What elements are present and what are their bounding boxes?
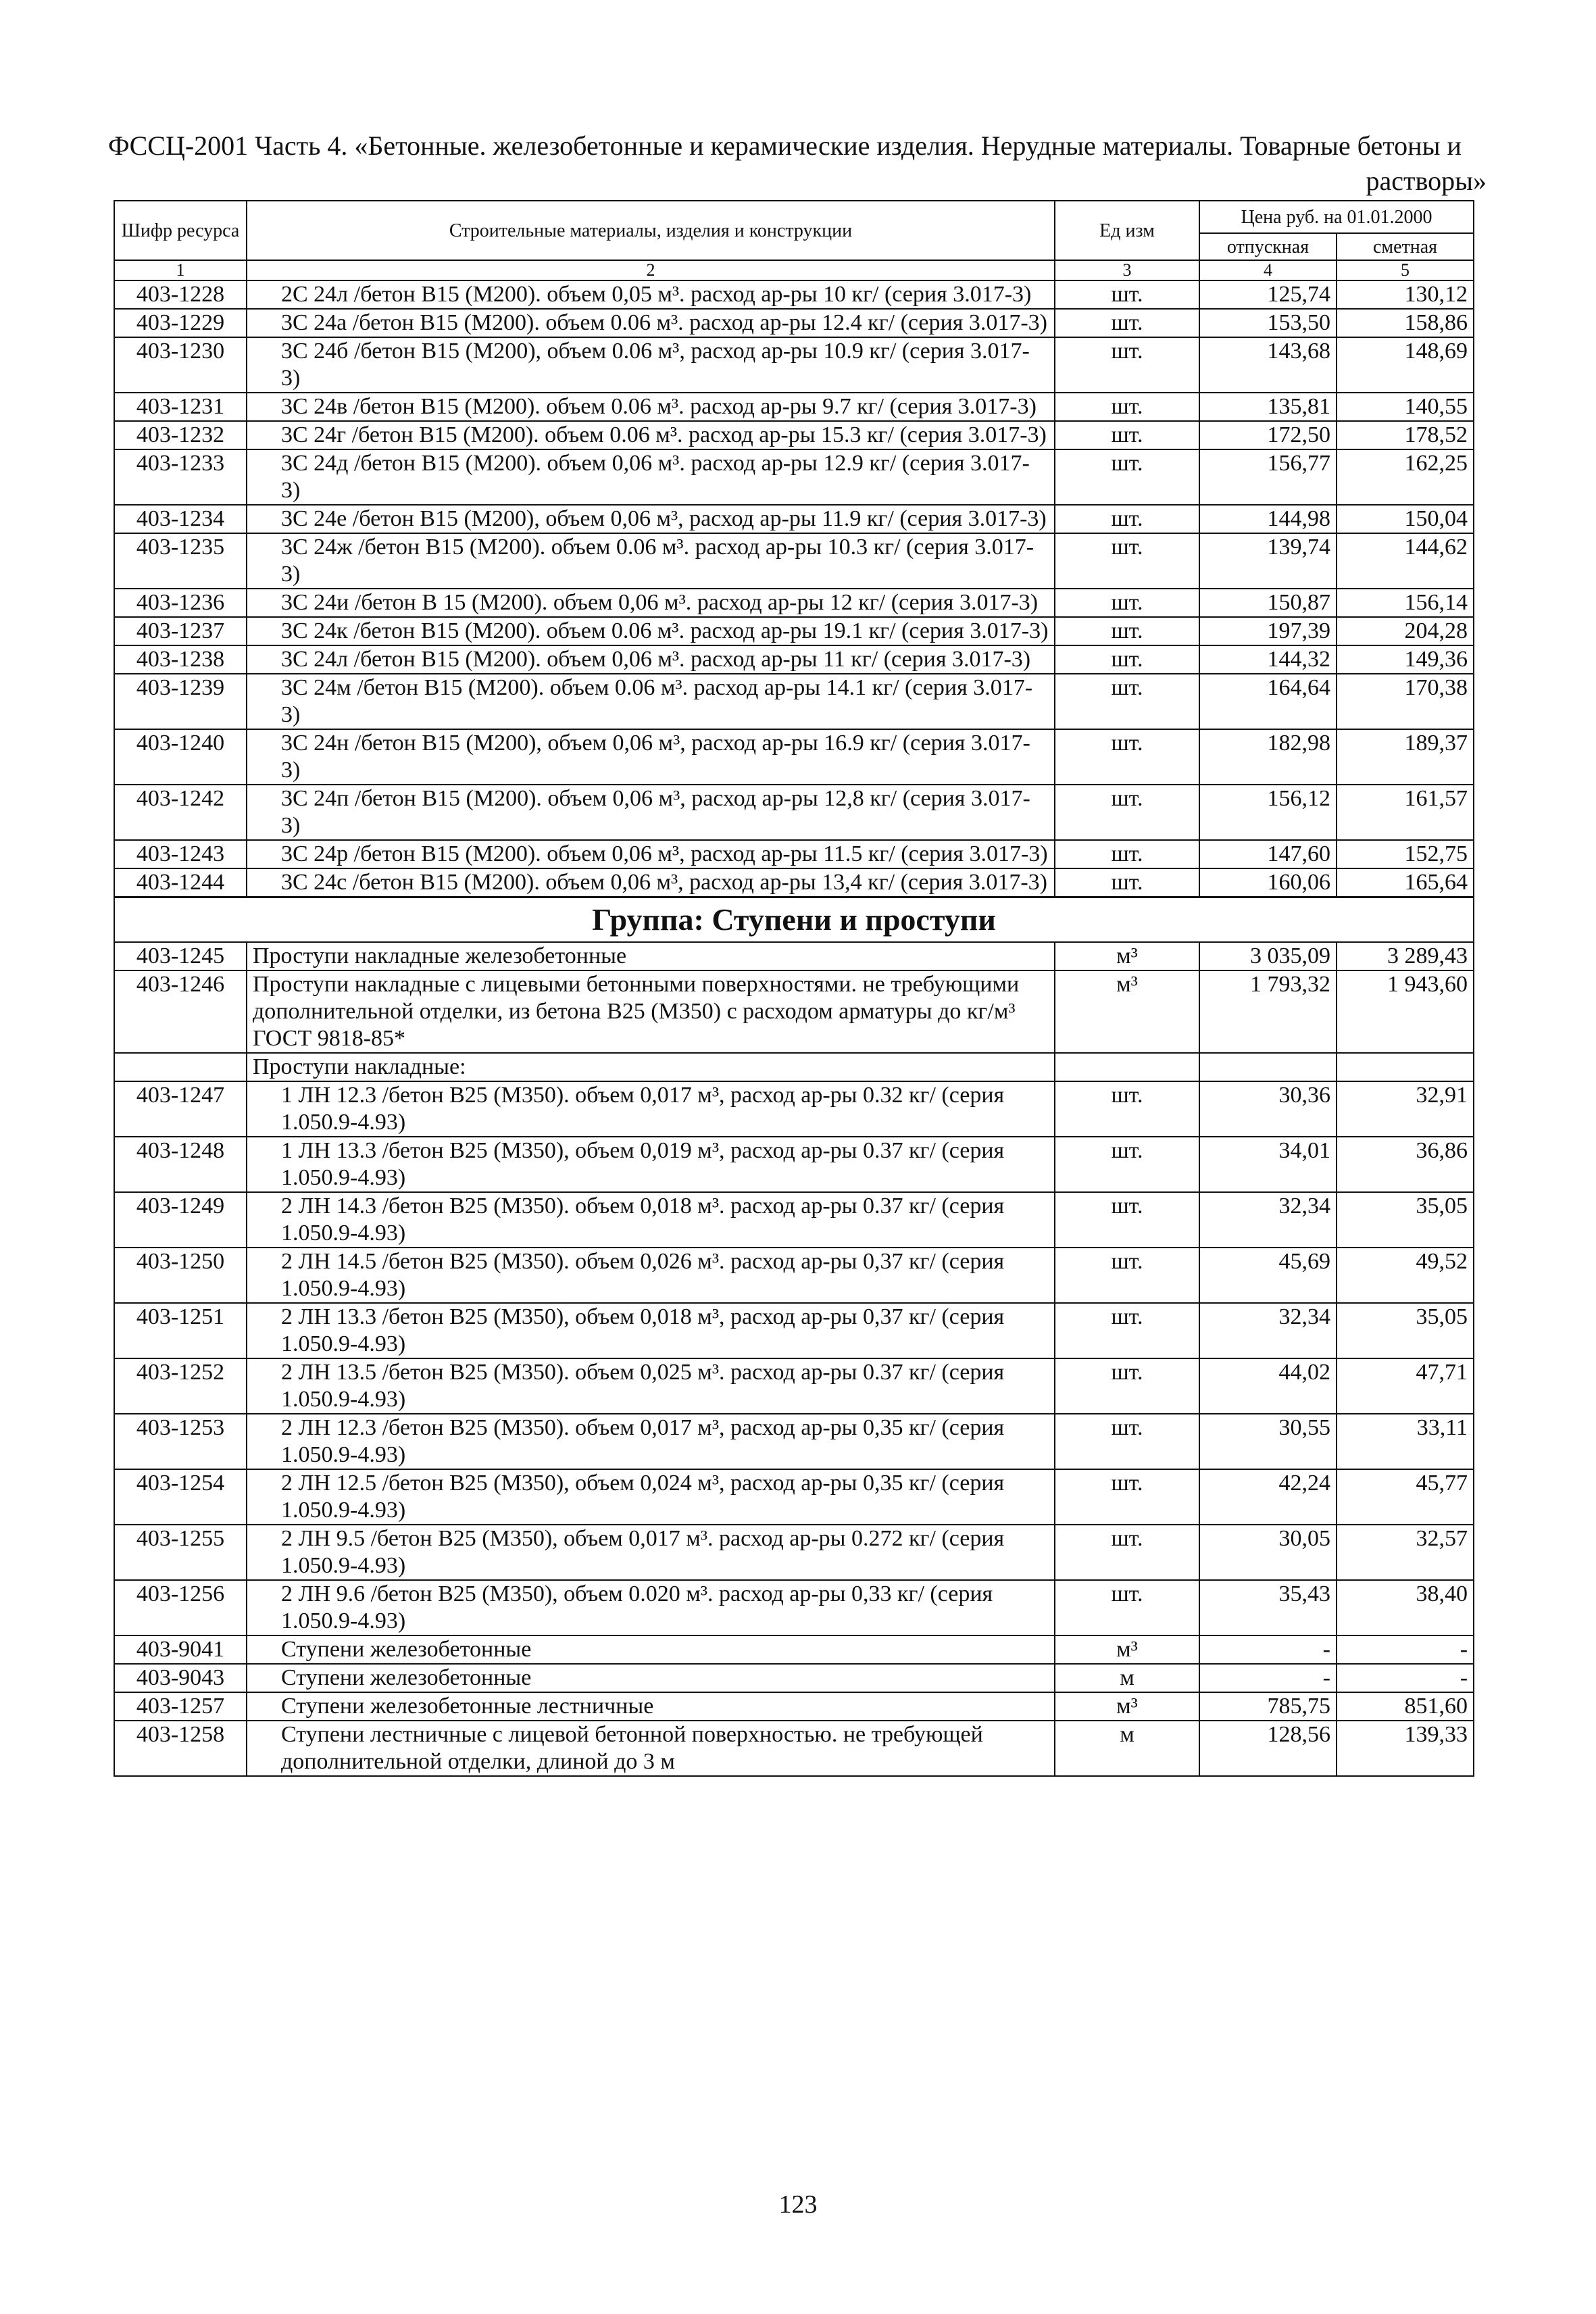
table-row xyxy=(114,449,1474,505)
row-description: 3С 24е /бетон В15 (М200), объем 0,06 м³, расход ар-ры 11.9 кг/ (серия 3.017-3) xyxy=(247,505,1055,533)
row-estimate-price: 33,11 xyxy=(1337,1414,1474,1469)
row-unit: шт. xyxy=(1055,729,1199,785)
row-estimate-price: 149,36 xyxy=(1337,645,1474,674)
row-code: 403-1228 xyxy=(114,280,247,309)
col-release-header: отпускная xyxy=(1199,233,1337,260)
table-row xyxy=(114,674,1474,729)
row-release-price: 125,74 xyxy=(1199,280,1337,309)
row-release-price: 156,77 xyxy=(1199,449,1337,505)
row-release-price: 128,56 xyxy=(1199,1721,1337,1776)
row-unit: м³ xyxy=(1055,1635,1199,1664)
row-description: 1 ЛН 12.3 /бетон В25 (М350). объем 0,017 м³, расход ар-ры 0.32 кг/ (серия 1.050.9-4.93) xyxy=(247,1081,1055,1137)
row-code: 403-1250 xyxy=(114,1248,247,1303)
row-description: Проступи накладные с лицевыми бетонными поверхностями. не требующими дополнительной отделки, из бетона В25 (М350) с расходом арматуры до кг/м³ ГОСТ 9818-85* xyxy=(247,970,1055,1053)
row-code: 403-1233 xyxy=(114,449,247,505)
table-row xyxy=(114,729,1474,785)
row-estimate-price: 189,37 xyxy=(1337,729,1474,785)
row-description: Ступени лестничные с лицевой бетонной поверхностью. не требующей дополнительной отделки, длиной до 3 м xyxy=(247,1721,1055,1776)
row-code: 403-1243 xyxy=(114,840,247,868)
row-unit: шт. xyxy=(1055,868,1199,897)
row-unit: шт. xyxy=(1055,1525,1199,1580)
row-estimate-price: 35,05 xyxy=(1337,1303,1474,1358)
row-code: 403-1246 xyxy=(114,970,247,1053)
table-row xyxy=(114,280,1474,309)
table-row xyxy=(114,785,1474,840)
row-code: 403-9043 xyxy=(114,1664,247,1692)
table-row xyxy=(114,1248,1474,1303)
row-estimate-price: 170,38 xyxy=(1337,674,1474,729)
row-description: 3С 24б /бетон В15 (М200), объем 0.06 м³, расход ар-ры 10.9 кг/ (серия 3.017-3) xyxy=(247,337,1055,393)
row-unit: шт. xyxy=(1055,1137,1199,1192)
row-estimate-price: 161,57 xyxy=(1337,785,1474,840)
col-code-header: Шифр ресурса xyxy=(114,201,247,260)
row-release-price: 1 793,32 xyxy=(1199,970,1337,1053)
row-release-price: 42,24 xyxy=(1199,1469,1337,1525)
row-unit: шт. xyxy=(1055,1414,1199,1469)
row-code: 403-1229 xyxy=(114,309,247,337)
row-code: 403-1244 xyxy=(114,868,247,897)
row-unit: шт. xyxy=(1055,617,1199,645)
row-unit: шт. xyxy=(1055,1248,1199,1303)
table-row xyxy=(114,645,1474,674)
row-code: 403-1237 xyxy=(114,617,247,645)
table-row xyxy=(114,1303,1474,1358)
table-group xyxy=(114,897,1474,943)
row-description: Ступени железобетонные xyxy=(247,1664,1055,1692)
table-body-treads xyxy=(114,1081,1474,1776)
row-release-price: 3 035,09 xyxy=(1199,942,1337,970)
row-release-price: - xyxy=(1199,1635,1337,1664)
row-release-price: 30,55 xyxy=(1199,1414,1337,1469)
row-code: 403-1255 xyxy=(114,1525,247,1580)
row-estimate-price: - xyxy=(1337,1635,1474,1664)
row-unit: шт. xyxy=(1055,645,1199,674)
table-row xyxy=(114,1192,1474,1248)
table-row xyxy=(114,617,1474,645)
row-unit: шт. xyxy=(1055,393,1199,421)
row-code: 403-1258 xyxy=(114,1721,247,1776)
row-description: 3С 24л /бетон В15 (М200). объем 0,06 м³. расход ар-ры 11 кг/ (серия 3.017-3) xyxy=(247,645,1055,674)
row-estimate-price: 140,55 xyxy=(1337,393,1474,421)
row-estimate-price: - xyxy=(1337,1664,1474,1692)
table-row xyxy=(114,1692,1474,1721)
row-release-price: 30,36 xyxy=(1199,1081,1337,1137)
sub-unit-cell xyxy=(1055,1053,1199,1081)
row-code: 403-1236 xyxy=(114,589,247,617)
row-release-price: 35,43 xyxy=(1199,1580,1337,1635)
row-unit: шт. xyxy=(1055,1580,1199,1635)
row-unit: шт. xyxy=(1055,674,1199,729)
row-description: Ступени железобетонные xyxy=(247,1635,1055,1664)
row-description: 2 ЛН 13.5 /бетон В25 (М350). объем 0,025 м³. расход ар-ры 0.37 кг/ (серия 1.050.9-4.93) xyxy=(247,1358,1055,1414)
row-release-price: 197,39 xyxy=(1199,617,1337,645)
row-code: 403-1234 xyxy=(114,505,247,533)
row-code: 403-9041 xyxy=(114,1635,247,1664)
row-release-price: 153,50 xyxy=(1199,309,1337,337)
row-code: 403-1232 xyxy=(114,421,247,449)
row-release-price: 147,60 xyxy=(1199,840,1337,868)
row-description: 3С 24в /бетон В15 (М200). объем 0.06 м³. расход ар-ры 9.7 кг/ (серия 3.017-3) xyxy=(247,393,1055,421)
table-row xyxy=(114,393,1474,421)
row-unit: шт. xyxy=(1055,309,1199,337)
row-description: 3С 24к /бетон В15 (М200). объем 0.06 м³. расход ар-ры 19.1 кг/ (серия 3.017-3) xyxy=(247,617,1055,645)
table-row xyxy=(114,1137,1474,1192)
row-code: 403-1240 xyxy=(114,729,247,785)
row-release-price: 32,34 xyxy=(1199,1192,1337,1248)
row-description: 3С 24г /бетон В15 (М200). объем 0.06 м³. расход ар-ры 15.3 кг/ (серия 3.017-3) xyxy=(247,421,1055,449)
row-estimate-price: 32,91 xyxy=(1337,1081,1474,1137)
row-code: 403-1247 xyxy=(114,1081,247,1137)
row-code: 403-1248 xyxy=(114,1137,247,1192)
row-unit: м³ xyxy=(1055,942,1199,970)
row-estimate-price: 45,77 xyxy=(1337,1469,1474,1525)
row-estimate-price: 152,75 xyxy=(1337,840,1474,868)
group-title: Группа: Ступени и проступи xyxy=(114,897,1474,943)
row-description: 3С 24ж /бетон В15 (М200). объем 0.06 м³. расход ар-ры 10.3 кг/ (серия 3.017-3) xyxy=(247,533,1055,589)
table-body-walls xyxy=(114,280,1474,897)
row-estimate-price: 150,04 xyxy=(1337,505,1474,533)
table-row xyxy=(114,1358,1474,1414)
row-release-price: 144,32 xyxy=(1199,645,1337,674)
row-unit: шт. xyxy=(1055,505,1199,533)
row-description: 3С 24а /бетон В15 (М200). объем 0.06 м³. расход ар-ры 12.4 кг/ (серия 3.017-3) xyxy=(247,309,1055,337)
row-estimate-price: 32,57 xyxy=(1337,1525,1474,1580)
table-row xyxy=(114,970,1474,1053)
row-unit: шт. xyxy=(1055,1358,1199,1414)
col-number: 5 xyxy=(1337,260,1474,280)
table-row xyxy=(114,1580,1474,1635)
row-code: 403-1235 xyxy=(114,533,247,589)
table-head xyxy=(114,201,1474,280)
row-release-price: 32,34 xyxy=(1199,1303,1337,1358)
row-release-price: 44,02 xyxy=(1199,1358,1337,1414)
row-release-price: 150,87 xyxy=(1199,589,1337,617)
row-estimate-price: 1 943,60 xyxy=(1337,970,1474,1053)
col-number: 1 xyxy=(114,260,247,280)
row-release-price: 144,98 xyxy=(1199,505,1337,533)
row-unit: шт. xyxy=(1055,1081,1199,1137)
row-unit: м³ xyxy=(1055,1692,1199,1721)
row-release-price: 785,75 xyxy=(1199,1692,1337,1721)
row-description: 3С 24и /бетон В 15 (М200). объем 0,06 м³. расход ар-ры 12 кг/ (серия 3.017-3) xyxy=(247,589,1055,617)
row-release-price: 34,01 xyxy=(1199,1137,1337,1192)
table-row xyxy=(114,421,1474,449)
row-description: 1 ЛН 13.3 /бетон В25 (М350), объем 0,019 м³, расход ар-ры 0.37 кг/ (серия 1.050.9-4.93) xyxy=(247,1137,1055,1192)
table-row xyxy=(114,868,1474,897)
col-price-header: Цена руб. на 01.01.2000 xyxy=(1199,201,1474,233)
row-release-price: 143,68 xyxy=(1199,337,1337,393)
row-code: 403-1230 xyxy=(114,337,247,393)
row-code: 403-1242 xyxy=(114,785,247,840)
row-unit: шт. xyxy=(1055,1303,1199,1358)
row-code: 403-1257 xyxy=(114,1692,247,1721)
row-description: 2 ЛН 14.5 /бетон В25 (М350). объем 0,026 м³. расход ар-ры 0,37 кг/ (серия 1.050.9-4.93) xyxy=(247,1248,1055,1303)
col-estimate-header: сметная xyxy=(1337,233,1474,260)
table-body-steps xyxy=(114,942,1474,1053)
row-estimate-price: 144,62 xyxy=(1337,533,1474,589)
row-estimate-price: 162,25 xyxy=(1337,449,1474,505)
price-table xyxy=(114,200,1474,1777)
table-row xyxy=(114,1664,1474,1692)
row-unit: шт. xyxy=(1055,1469,1199,1525)
row-unit: м³ xyxy=(1055,970,1199,1053)
row-release-price: 156,12 xyxy=(1199,785,1337,840)
table-row xyxy=(114,589,1474,617)
row-estimate-price: 139,33 xyxy=(1337,1721,1474,1776)
row-code: 403-1239 xyxy=(114,674,247,729)
row-unit: шт. xyxy=(1055,533,1199,589)
row-code: 403-1251 xyxy=(114,1303,247,1358)
row-estimate-price: 851,60 xyxy=(1337,1692,1474,1721)
table-row xyxy=(114,309,1474,337)
table-row xyxy=(114,1414,1474,1469)
row-release-price: 160,06 xyxy=(1199,868,1337,897)
row-code: 403-1252 xyxy=(114,1358,247,1414)
row-unit: шт. xyxy=(1055,1192,1199,1248)
row-description: 2 ЛН 9.6 /бетон В25 (М350), объем 0.020 м³. расход ар-ры 0,33 кг/ (серия 1.050.9-4.93) xyxy=(247,1580,1055,1635)
table-row xyxy=(114,337,1474,393)
row-unit: м xyxy=(1055,1664,1199,1692)
row-unit: шт. xyxy=(1055,840,1199,868)
table-row xyxy=(114,505,1474,533)
row-estimate-price: 178,52 xyxy=(1337,421,1474,449)
row-estimate-price: 47,71 xyxy=(1337,1358,1474,1414)
row-release-price: 172,50 xyxy=(1199,421,1337,449)
row-release-price: 139,74 xyxy=(1199,533,1337,589)
row-description: 2 ЛН 12.5 /бетон В25 (М350), объем 0,024 м³, расход ар-ры 0,35 кг/ (серия 1.050.9-4.93) xyxy=(247,1469,1055,1525)
row-unit: шт. xyxy=(1055,421,1199,449)
row-unit: шт. xyxy=(1055,337,1199,393)
sub-code-cell xyxy=(114,1053,247,1081)
table-row xyxy=(114,942,1474,970)
row-estimate-price: 49,52 xyxy=(1337,1248,1474,1303)
table-row xyxy=(114,533,1474,589)
row-unit: м xyxy=(1055,1721,1199,1776)
page-number: 123 xyxy=(778,2190,818,2219)
row-estimate-price: 38,40 xyxy=(1337,1580,1474,1635)
row-code: 403-1238 xyxy=(114,645,247,674)
sub-release-cell xyxy=(1199,1053,1337,1081)
row-estimate-price: 165,64 xyxy=(1337,868,1474,897)
row-description: 3С 24р /бетон В15 (М200). объем 0,06 м³, расход ар-ры 11.5 кг/ (серия 3.017-3) xyxy=(247,840,1055,868)
row-code: 403-1231 xyxy=(114,393,247,421)
row-release-price: 30,05 xyxy=(1199,1525,1337,1580)
subheading: Проступи накладные: xyxy=(247,1053,1055,1081)
row-code: 403-1256 xyxy=(114,1580,247,1635)
row-unit: шт. xyxy=(1055,589,1199,617)
row-estimate-price: 156,14 xyxy=(1337,589,1474,617)
table-row xyxy=(114,1469,1474,1525)
table-row xyxy=(114,1525,1474,1580)
row-description: 2С 24л /бетон В15 (М200). объем 0,05 м³. расход ар-ры 10 кг/ (серия 3.017-3) xyxy=(247,280,1055,309)
header-line-1: ФССЦ-2001 Часть 4. «Бетонные. железобетонные и керамические изделия. Нерудные материалы. Товарные бетоны и xyxy=(108,130,1462,161)
row-code: 403-1249 xyxy=(114,1192,247,1248)
col-name-header: Строительные материалы, изделия и конструкции xyxy=(247,201,1055,260)
col-unit-header: Ед изм xyxy=(1055,201,1199,260)
row-unit: шт. xyxy=(1055,449,1199,505)
col-number: 2 xyxy=(247,260,1055,280)
row-code: 403-1253 xyxy=(114,1414,247,1469)
table-row xyxy=(114,1721,1474,1776)
table-row xyxy=(114,840,1474,868)
row-description: 3С 24п /бетон В15 (М200). объем 0,06 м³, расход ар-ры 12,8 кг/ (серия 3.017-3) xyxy=(247,785,1055,840)
row-release-price: 135,81 xyxy=(1199,393,1337,421)
table-subheading xyxy=(114,1053,1474,1081)
row-description: 3С 24м /бетон В15 (М200). объем 0.06 м³. расход ар-ры 14.1 кг/ (серия 3.017-3) xyxy=(247,674,1055,729)
col-number: 4 xyxy=(1199,260,1337,280)
row-estimate-price: 36,86 xyxy=(1337,1137,1474,1192)
row-description: 2 ЛН 14.3 /бетон В25 (М350). объем 0,018 м³. расход ар-ры 0.37 кг/ (серия 1.050.9-4.93) xyxy=(247,1192,1055,1248)
page-header xyxy=(108,128,1487,199)
row-description: 2 ЛН 12.3 /бетон В25 (М350). объем 0,017 м³, расход ар-ры 0,35 кг/ (серия 1.050.9-4.93) xyxy=(247,1414,1055,1469)
table-row xyxy=(114,1635,1474,1664)
row-description: Проступи накладные железобетонные xyxy=(247,942,1055,970)
row-description: 2 ЛН 9.5 /бетон В25 (М350), объем 0,017 м³. расход ар-ры 0.272 кг/ (серия 1.050.9-4.93) xyxy=(247,1525,1055,1580)
row-description: 2 ЛН 13.3 /бетон В25 (М350), объем 0,018 м³, расход ар-ры 0,37 кг/ (серия 1.050.9-4.93) xyxy=(247,1303,1055,1358)
row-estimate-price: 204,28 xyxy=(1337,617,1474,645)
col-number: 3 xyxy=(1055,260,1199,280)
row-description: 3С 24н /бетон В15 (М200), объем 0,06 м³, расход ар-ры 16.9 кг/ (серия 3.017-3) xyxy=(247,729,1055,785)
row-estimate-price: 3 289,43 xyxy=(1337,942,1474,970)
row-release-price: 164,64 xyxy=(1199,674,1337,729)
row-description: 3С 24д /бетон В15 (М200). объем 0,06 м³. расход ар-ры 12.9 кг/ (серия 3.017-3) xyxy=(247,449,1055,505)
table-row xyxy=(114,1081,1474,1137)
row-estimate-price: 148,69 xyxy=(1337,337,1474,393)
row-unit: шт. xyxy=(1055,785,1199,840)
row-code: 403-1245 xyxy=(114,942,247,970)
row-release-price: - xyxy=(1199,1664,1337,1692)
row-description: 3С 24с /бетон В15 (М200). объем 0,06 м³, расход ар-ры 13,4 кг/ (серия 3.017-3) xyxy=(247,868,1055,897)
row-code: 403-1254 xyxy=(114,1469,247,1525)
row-estimate-price: 130,12 xyxy=(1337,280,1474,309)
row-description: Ступени железобетонные лестничные xyxy=(247,1692,1055,1721)
row-release-price: 45,69 xyxy=(1199,1248,1337,1303)
row-estimate-price: 35,05 xyxy=(1337,1192,1474,1248)
row-estimate-price: 158,86 xyxy=(1337,309,1474,337)
sub-estimate-cell xyxy=(1337,1053,1474,1081)
row-release-price: 182,98 xyxy=(1199,729,1337,785)
row-unit: шт. xyxy=(1055,280,1199,309)
header-line-2: растворы» xyxy=(1366,166,1487,196)
